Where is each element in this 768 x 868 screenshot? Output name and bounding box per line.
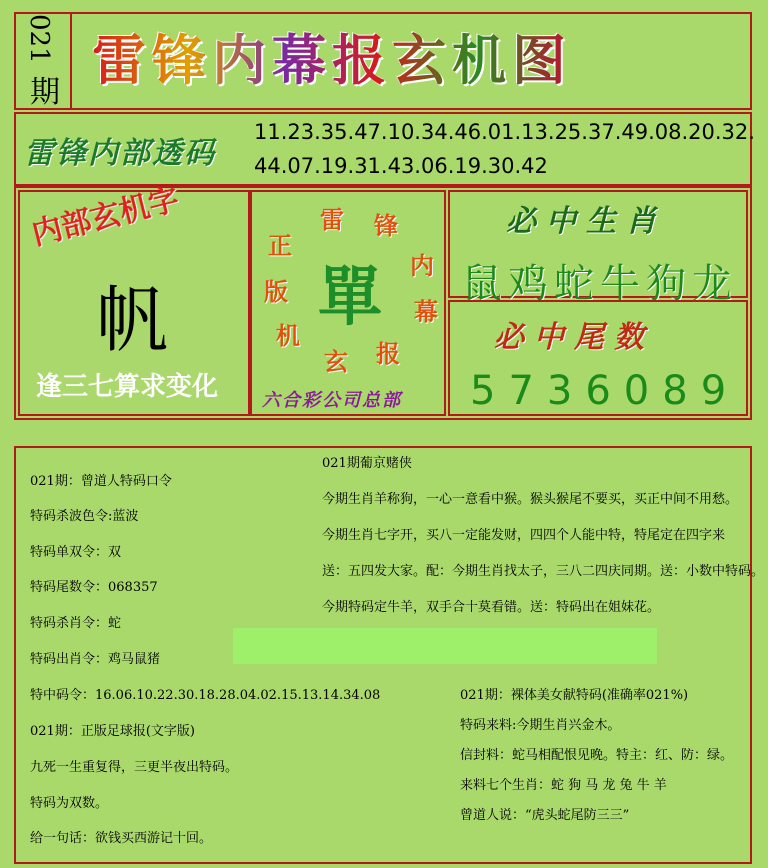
gambler-line-3: 送：五四发大家。配：今期生肖找太子，三八二四庆同期。送：小数中特码。 [322,564,765,579]
left-line-8: 021期：正版足球报(文字版) [30,724,195,739]
gambler-line-2: 今期生肖七字开，买八一定能发财，四四个人能中特，特尾定在四字来 [322,528,726,543]
must-zodiac-title: 必中生肖 [506,204,666,239]
left-line-5: 特码杀肖令：蛇 [30,616,122,631]
ring-char-5: 内 [410,251,434,280]
ring-char-8: 玄 [324,347,348,376]
ring-char-1: 正 [268,231,292,260]
left-line-6: 特码出肖令：鸡马鼠猪 [30,652,161,667]
left-line-9: 九死一生重复得，三更半夜出特码。 [30,760,239,775]
internal-codes-line-2: 44.07.19.31.43.06.19.30.42 [254,154,548,178]
ring-char-9: 机 [276,321,300,350]
internal-codes-line-1: 11.23.35.47.10.34.46.01.13.25.37.49.08.20.32. [254,120,755,144]
issue-number-value: 021 [24,14,54,64]
must-tail-digits: 5736089 [470,368,740,414]
internal-codes-label: 雷锋内部透码 [24,136,216,171]
left-line-2: 特码杀波色令:蓝波 [30,509,139,524]
gambler-title: 021期葡京赌侠 [322,456,412,471]
highlight-bar [233,628,657,664]
page-title: 雷锋内幕报玄机图 [92,18,572,95]
issue-number [18,12,70,112]
left-line-7: 特中码令：16.06.10.22.30.18.28.04.02.15.13.14.34.08 [30,688,381,703]
beauty-line-3: 信封料：蛇马相配恨见晚。特主：红、防：绿。 [460,748,734,763]
issue-suffix: 期 [30,75,60,110]
ring-char-7: 报 [376,339,400,368]
beauty-line-1: 021期：裸体美女献特码(准确率021%) [460,688,689,703]
left-line-11: 给一句话：欲钱买西游记十回。 [30,831,213,846]
beauty-line-4: 来料七个生肖：蛇 狗 马 龙 兔 牛 羊 [460,778,667,793]
left-line-4: 特码尾数令：068357 [30,580,158,595]
beauty-line-2: 特码来料:今期生肖兴金木。 [460,718,621,733]
left-line-3: 特码单双令：双 [30,545,122,560]
ring-char-3: 雷 [320,205,344,234]
gambler-line-4: 今期特码定牛羊，双手合十莫看错。送：特码出在姐妹花。 [322,600,661,615]
single-double-footer: 六合彩公司总部 [262,390,402,411]
left-line-1: 021期：曾道人特码口令 [30,474,172,489]
mystery-word-hint: 逢三七算求变化 [36,372,219,402]
gambler-line-1: 今期生肖羊称狗，一心一意看中猴。猴头猴尾不要买，买正中间不用愁。 [322,492,739,507]
mystery-word-character: 帆 [96,278,169,362]
must-zodiac-animals: 鼠鸡蛇牛狗龙 [462,261,738,307]
ring-char-4: 锋 [374,211,398,240]
ring-char-6: 幕 [414,297,438,326]
ring-char-2: 版 [264,277,288,306]
beauty-line-5: 曾道人说：“虎头蛇尾防三三” [460,808,630,823]
mystery-word-title: 内部玄机字 [28,182,183,253]
left-line-10: 特码为双数。 [30,796,109,811]
single-double-center: 單 [318,260,382,335]
issue-divider [70,12,72,110]
must-tail-title: 必中尾数 [494,320,654,355]
